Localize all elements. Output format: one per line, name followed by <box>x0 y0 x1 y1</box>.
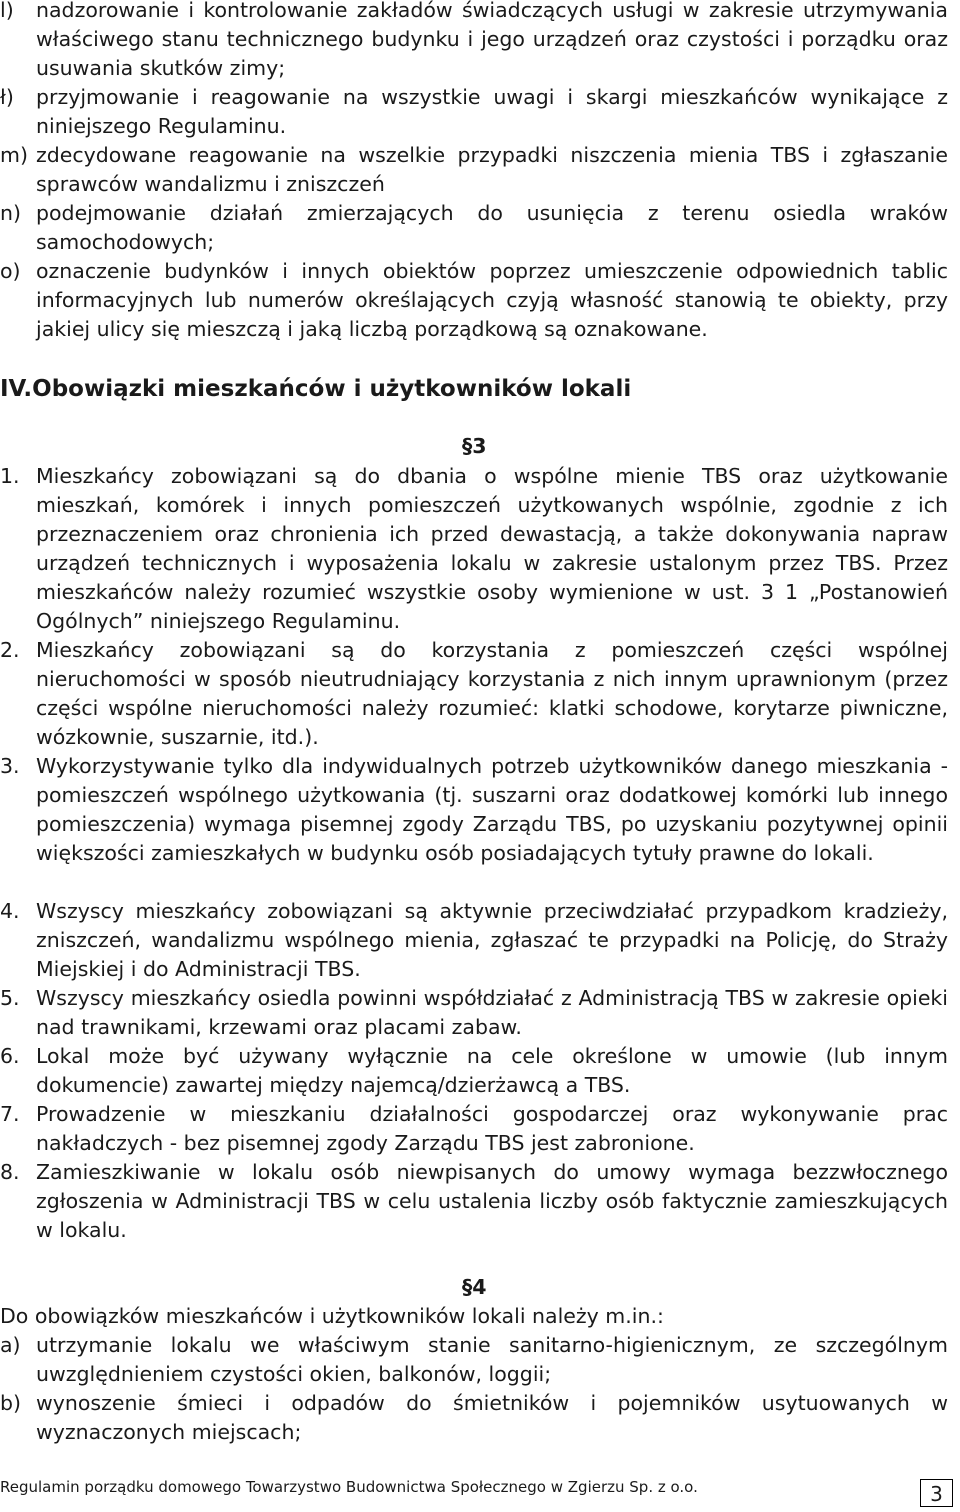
section-4-item-b <box>0 1389 948 1447</box>
list-marker: n) <box>0 201 21 225</box>
section-3-item-4 <box>0 897 948 984</box>
list-item-text: Wykorzystywanie tylko dla indywidualnych potrzeb użytkowników danego mieszkania - pomieszczeń wspólnego użytkowania (tj. suszarni oraz dodatkowej komórki lub innego pomieszczenia) wymaga pisemnej zgody Zarządu TBS, po uzyskaniu pozytywnej opinii większości zamieszkałych w budynku osób posiadających tytuły prawne do lokali. <box>36 754 948 865</box>
list-marker: 4. <box>0 899 20 923</box>
list-marker: 3. <box>0 754 20 778</box>
page-footer: Regulamin porządku domowego Towarzystwo Budownictwa Społecznego w Zgierzu Sp. z o.o. <box>0 1478 698 1496</box>
list-marker: o) <box>0 259 21 283</box>
list-item-text: oznaczenie budynków i innych obiektów poprzez umieszczenie odpowiednich tablic informacyjnych lub numerów określających czyją własność stanowią te obiekty, przy jakiej ulicy się mieszczą i jaką liczbą porządkową są oznakowane. <box>36 259 948 341</box>
chapter-title: Obowiązki mieszkańców i użytkowników lokali <box>32 376 632 402</box>
section-3-item-6 <box>0 1042 948 1100</box>
list-item-n <box>0 199 948 257</box>
list-marker: l) <box>0 0 14 22</box>
list-item-text: Wszyscy mieszkańcy osiedla powinni współdziałać z Administracją TBS w zakresie opieki nad trawnikami, krzewami oraz placami zabaw. <box>36 986 948 1039</box>
chapter-number: IV. <box>0 376 33 402</box>
section-4-item-a <box>0 1331 948 1389</box>
section-number: 4 <box>472 1275 487 1299</box>
list-marker: 1. <box>0 464 20 488</box>
page-number: 3 <box>920 1479 953 1507</box>
chapter-heading <box>0 374 631 404</box>
section-sign-icon: § <box>462 1275 473 1299</box>
list-item-text: Prowadzenie w mieszkaniu działalności gospodarczej oraz wykonywanie prac nakładczych - bez pisemnej zgody Zarządu TBS jest zabronione. <box>36 1102 948 1155</box>
list-item-text: nadzorowanie i kontrolowanie zakładów świadczących usługi w zakresie utrzymywania właściwego stanu technicznego budynku i jego urządzeń oraz czystości i porządku oraz usuwania skutków zimy; <box>36 0 948 80</box>
list-marker: m) <box>0 143 28 167</box>
list-item-text: wynoszenie śmieci i odpadów do śmietników i pojemników usytuowanych w wyznaczonych miejscach; <box>36 1391 948 1444</box>
list-marker: 7. <box>0 1102 20 1126</box>
section-3-item-1 <box>0 462 948 636</box>
list-marker: 6. <box>0 1044 20 1068</box>
list-item-m <box>0 141 948 199</box>
section-4-intro: Do obowiązków mieszkańców i użytkowników lokali należy m.in.: <box>0 1304 664 1328</box>
section-3-item-5 <box>0 984 948 1042</box>
section-3-item-7 <box>0 1100 948 1158</box>
section-3-item-3 <box>0 752 948 868</box>
list-item-text: Wszyscy mieszkańcy zobowiązani są aktywnie przeciwdziałać przypadkom kradzieży, zniszczeń, wandalizmu wspólnego mienia, zgłaszać te przypadki na Policję, do Straży Miejskiej i do Administracji TBS. <box>36 899 948 981</box>
list-item-text: Zamieszkiwanie w lokalu osób niewpisanych do umowy wymaga bezzwłocznego zgłoszenia w Administracji TBS w celu ustalenia liczby osób faktycznie zamieszkujących w lokalu. <box>36 1160 948 1242</box>
list-item-text: zdecydowane reagowanie na wszelkie przypadki niszczenia mienia TBS i zgłaszanie sprawców wandalizmu i zniszczeń <box>36 143 948 196</box>
list-item-text: utrzymanie lokalu we właściwym stanie sanitarno-higienicznym, ze szczególnym uwzględnieniem czystości okien, balkonów, loggii; <box>36 1333 948 1386</box>
list-marker: 8. <box>0 1160 20 1184</box>
list-marker: 5. <box>0 986 20 1010</box>
section-sign-icon: § <box>462 434 473 458</box>
list-item-l-stroke <box>0 83 948 141</box>
section-3-item-2 <box>0 636 948 752</box>
section-3-heading <box>462 432 487 461</box>
section-3-item-8 <box>0 1158 948 1245</box>
list-item-l <box>0 0 948 83</box>
list-item-text: przyjmowanie i reagowanie na wszystkie uwagi i skargi mieszkańców wynikające z niniejszego Regulaminu. <box>36 85 948 138</box>
list-marker: b) <box>0 1391 22 1415</box>
list-item-text: Mieszkańcy zobowiązani są do dbania o wspólne mienie TBS oraz użytkowanie mieszkań, komórek i innych pomieszczeń użytkowanych wspólnie, zgodnie z ich przeznaczeniem oraz chronienia ich przed dewastacją, a także dokonywania napraw urządzeń technicznych i wyposażenia lokalu w zakresie ustalonym przez TBS. Przez mieszkańców należy rozumieć wszystkie osoby wymienione w ust. 3 1 „Postanowień Ogólnych” niniejszego Regulaminu. <box>36 464 948 633</box>
list-marker: 2. <box>0 638 20 662</box>
list-item-o <box>0 257 948 344</box>
list-item-text: Mieszkańcy zobowiązani są do korzystania z pomieszczeń części wspólnej nieruchomości w sposób nieutrudniający korzystania z nich innym uprawnionym (przez części wspólne nieruchomości należy rozumieć: klatki schodowe, korytarze piwniczne, wózkownie, suszarnie, itd.). <box>36 638 948 749</box>
section-number: 3 <box>472 434 487 458</box>
list-item-text: podejmowanie działań zmierzających do usunięcia z terenu osiedla wraków samochodowych; <box>36 201 948 254</box>
list-item-text: Lokal może być używany wyłącznie na cele określone w umowie (lub innym dokumencie) zawartej między najemcą/dzierżawcą a TBS. <box>36 1044 948 1097</box>
list-marker: a) <box>0 1333 21 1357</box>
section-4-heading <box>462 1273 487 1302</box>
list-marker: ł) <box>0 85 14 109</box>
